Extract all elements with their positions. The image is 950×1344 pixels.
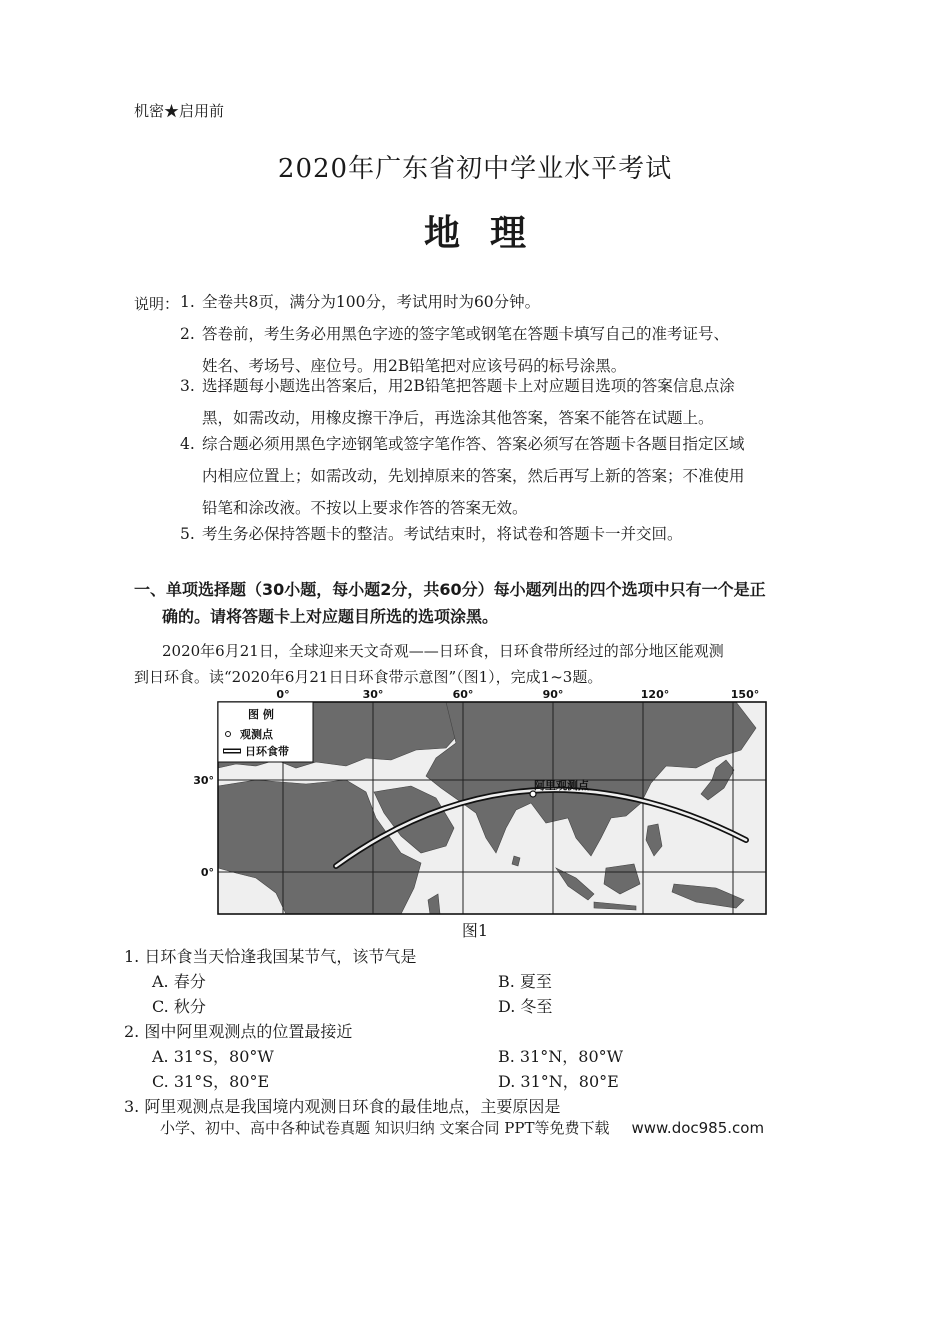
note-item-1: 1. 全卷共8页，满分为100分，考试用时为60分钟。	[180, 293, 541, 311]
question-intro: 2020年6月21日，全球迎来天文奇观——日环食，日环食带所经过的部分地区能观测 到日环食。读“2020年6月21日日环食带示意图”（图1），完成1~3题。	[134, 642, 724, 686]
eclipse-map-figure	[193, 688, 776, 928]
question-1-option-a: A. 春分	[152, 972, 206, 991]
lon-label-0: 0°	[276, 688, 290, 701]
figure-caption: 图1	[461, 921, 489, 940]
eclipse-map	[193, 688, 776, 928]
question-2-option-c: C. 31°S，80°E	[152, 1072, 270, 1091]
section-heading: 一、单项选择题（30小题，每小题2分，共60分）每小题列出的四个选项中只有一个是正 确的。请将答题卡上对应题目所选的选项涂黑。	[134, 580, 766, 626]
question-2-option-b: B. 31°N，80°W	[498, 1047, 624, 1066]
page-footer	[160, 1117, 764, 1138]
lon-label-120: 120°	[640, 688, 670, 701]
legend-band-label: 日环食带	[245, 745, 289, 758]
map-legend	[218, 702, 313, 762]
exam-title: 2020年广东省初中学业水平考试	[277, 154, 673, 184]
subject-title: 地理	[423, 213, 556, 254]
footer-text: 小学、初中、高中各种试卷真题 知识归纳 文案合同 PPT等免费下载	[160, 1119, 610, 1137]
note-item-4: 4. 综合题必须用黑色字迹钢笔或签字笔作答、答案必须写在答题卡各题目指定区域 内相应位置上；如需改动，先划掉原来的答案，然后再写上新的答案；不准使用 铅笔和涂改液。不按以上要求作答的答案无效。	[180, 435, 745, 517]
footer-site-link[interactable]: www.doc985.com	[631, 1119, 765, 1137]
note-item-5: 5. 考生务必保持答题卡的整洁。考试结束时，将试卷和答题卡一并交回。	[180, 525, 683, 543]
lon-label-60: 60°	[452, 688, 474, 701]
question-2-stem: 2. 图中阿里观测点的位置最接近	[124, 1022, 353, 1041]
lon-label-30: 30°	[362, 688, 384, 701]
legend-point-label: 观测点	[240, 728, 273, 741]
lon-label-90: 90°	[542, 688, 564, 701]
question-2-option-d: D. 31°N，80°E	[498, 1072, 619, 1091]
question-1-stem: 1. 日环食当天恰逢我国某节气，该节气是	[124, 947, 417, 966]
legend-title: 图 例	[248, 708, 274, 721]
note-item-2: 2. 答卷前，考生务必用黑色字迹的签字笔或钢笔在答题卡填写自己的准考证号、 姓名、考场号、座位号。用2B铅笔把对应该号码的标号涂黑。	[180, 325, 730, 375]
ali-point-label: 阿里观测点	[534, 779, 589, 792]
note-item-3: 3. 选择题每小题选出答案后，用2B铅笔把答题卡上对应题目选项的答案信息点涂 黑，如需改动，用橡皮擦干净后，再选涂其他答案，答案不能答在试题上。	[180, 377, 735, 427]
legend-point-icon	[226, 732, 231, 737]
question-3-stem: 3. 阿里观测点是我国境内观测日环食的最佳地点，主要原因是	[124, 1097, 561, 1116]
question-1-option-b: B. 夏至	[498, 972, 552, 991]
confidential-mark: 机密★启用前	[134, 102, 225, 120]
notes-label: 说明：	[134, 295, 180, 313]
lat-label-0: 0°	[200, 866, 214, 879]
question-2-option-a: A. 31°S，80°W	[152, 1047, 274, 1066]
question-1-option-c: C. 秋分	[152, 997, 206, 1016]
question-1-option-d: D. 冬至	[498, 997, 553, 1016]
lat-label-30: 30°	[193, 774, 214, 787]
lon-label-150: 150°	[730, 688, 760, 701]
